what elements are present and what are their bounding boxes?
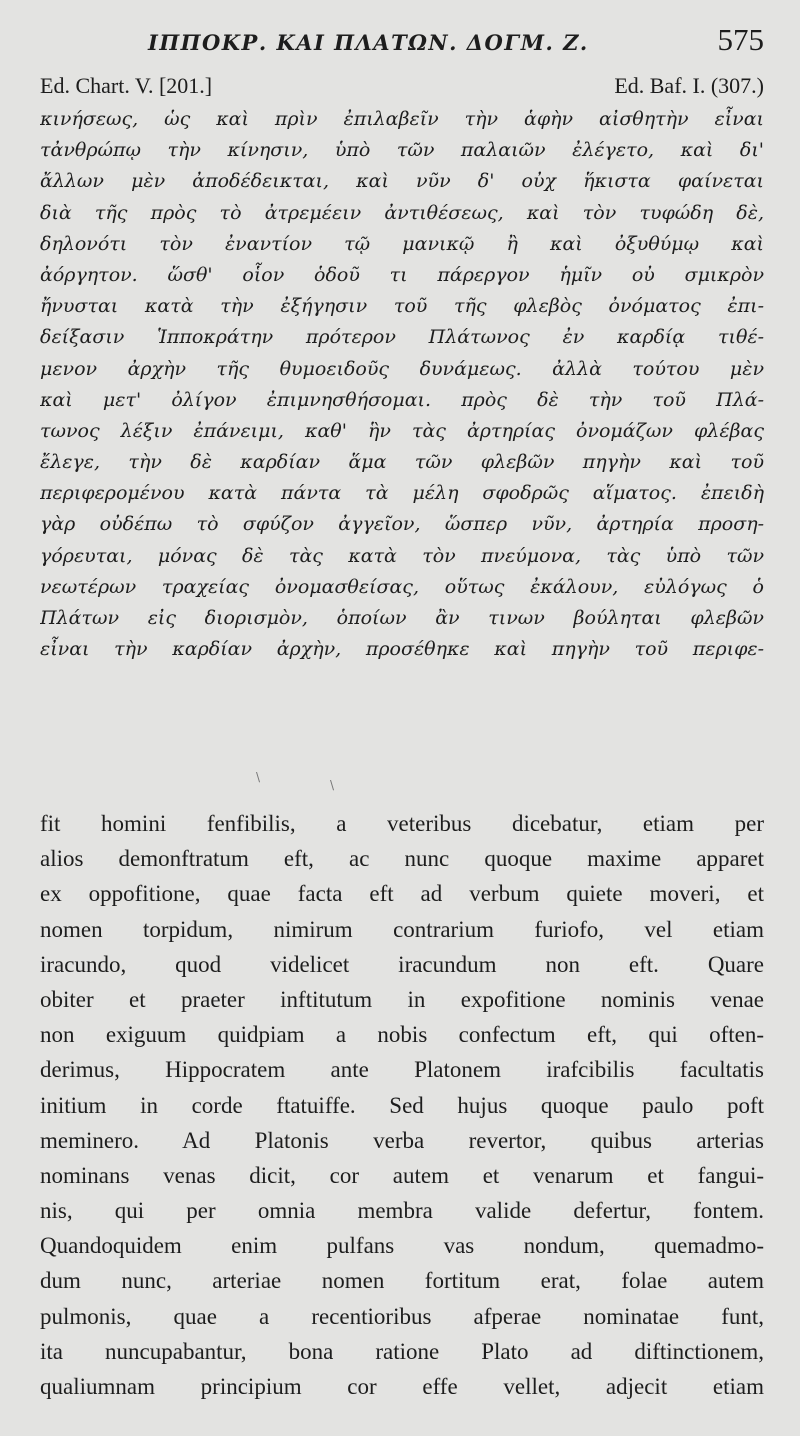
greek-text-block <box>40 104 764 665</box>
latin-text-line: Quandoquidem enim pulfans vas nondum, quemadmo- <box>40 1233 764 1259</box>
latin-text-line: iracundo, quod videlicet iracundum non eft. Quare <box>40 951 764 977</box>
greek-text-line: Πλάτων εἰς διορισμὸν, ὁποίων ἂν τινων βούληται φλεβῶν <box>40 607 764 629</box>
latin-text-line: meminero. Ad Platonis verba revertor, quibus arterias <box>40 1127 764 1153</box>
latin-text-line: derimus, Hippocratem ante Platonem irafcibilis facultatis <box>40 1057 764 1083</box>
edition-basel: Ed. Baf. I. (307.) <box>614 73 764 98</box>
latin-text-block <box>40 806 764 1404</box>
latin-text-line: initium in corde ftatuiffe. Sed hujus quoque paulo poft <box>40 1092 764 1118</box>
edition-references <box>40 73 764 101</box>
latin-text-line: nomen torpidum, nimirum contrarium furiofo, vel etiam <box>40 916 764 942</box>
greek-text-line: κινήσεως, ὡς καὶ πρὶν ἐπιλαβεῖν τὴν ἁφὴν αἰσθητὴν εἶναι <box>40 108 764 130</box>
latin-text-line: ex oppofitione, quae facta eft ad verbum quiete moveri, et <box>40 881 764 907</box>
latin-text-line: qualiumnam principium cor effe vellet, adjecit etiam <box>40 1374 764 1399</box>
greek-text-line: εἶναι τὴν καρδίαν ἀρχὴν, προσέθηκε καὶ πηγὴν τοῦ περιφε- <box>40 638 764 661</box>
greek-text-line: διὰ τῆς πρὸς τὸ ἀτρεμέειν ἀντιθέσεως, καὶ τὸν τυφώδη δὲ, <box>40 201 764 224</box>
latin-text-line: alios demonftratum eft, ac nunc quoque maxime apparet <box>40 846 764 872</box>
latin-text-line: nis, qui per omnia membra valide defertur, fontem. <box>40 1198 764 1224</box>
greek-text-line: ἄλλων μὲν ἀποδέδεικται, καὶ νῦν δ' οὐχ ἥκιστα φαίνεται <box>40 170 764 193</box>
latin-text-line: fit homini fenfibilis, a veteribus dicebatur, etiam per <box>40 811 764 836</box>
greek-text-line: μενον ἀρχὴν τῆς θυμοειδοῦς δυνάμεως. ἀλλὰ τούτου μὲν <box>40 357 764 380</box>
greek-text-line: δηλονότι τὸν ἐναντίον τῷ μανικῷ ἢ καὶ ὀξυθύμῳ καὶ <box>40 232 764 255</box>
page-number: 575 <box>717 22 764 57</box>
latin-text-line: dum nunc, arteriae nomen fortitum erat, folae autem <box>40 1268 764 1294</box>
greek-text-line: περιφερομένου κατὰ πάντα τὰ μέλη σφοδρῶς αἵματος. ἐπειδὴ <box>40 482 764 505</box>
greek-text-line: δείξασιν Ἱπποκράτην πρότερον Πλάτωνος ἐν καρδίᾳ τιθέ- <box>40 326 764 349</box>
print-speck: \ <box>330 778 335 792</box>
greek-text-line: ἤνυσται κατὰ τὴν ἐξήγησιν τοῦ τῆς φλεβὸς ὀνόματος ἐπι- <box>40 295 764 318</box>
greek-text-line: γὰρ οὐδέπω τὸ σφύζον ἀγγεῖον, ὥσπερ νῦν, ἀρτηρία προση- <box>40 513 764 536</box>
greek-text-line: γόρευται, μόνας δὲ τὰς κατὰ τὸν πνεύμονα, τὰς ὑπὸ τῶν <box>40 544 764 567</box>
print-speck: \ <box>256 770 261 784</box>
latin-text-line: non exiguum quidpiam a nobis confectum eft, qui often- <box>40 1022 764 1048</box>
greek-text-line: νεωτέρων τραχείας ὀνομασθείσας, οὕτως ἐκάλουν, εὐλόγως ὁ <box>40 575 764 598</box>
greek-text-line: τἀνθρώπῳ τὴν κίνησιν, ὑπὸ τῶν παλαιῶν ἐλέγετο, καὶ δι' <box>40 139 764 162</box>
greek-text-line: καὶ μετ' ὀλίγον ἐπιμνησθήσομαι. πρὸς δὲ τὴν τοῦ Πλά- <box>40 388 764 411</box>
page-header <box>40 22 764 62</box>
greek-text-line: ἔλεγε, τὴν δὲ καρδίαν ἅμα τῶν φλεβῶν πηγὴν καὶ τοῦ <box>40 451 764 474</box>
latin-text-line: nominans venas dicit, cor autem et venarum et fangui- <box>40 1162 764 1188</box>
running-title: ΙΠΠΟΚΡ. ΚΑΙ ΠΛΑΤΩΝ. ΔΟΓΜ. Ζ. <box>148 30 589 55</box>
latin-text-line: obiter et praeter inftitutum in expofitione nominis venae <box>40 986 764 1012</box>
greek-text-line: ἀόργητον. ὥσθ' οἷον ὁδοῦ τι πάρεργον ἡμῖν οὐ σμικρὸν <box>40 263 764 286</box>
greek-text-line: τωνος λέξιν ἐπάνειμι, καθ' ἣν τὰς ἀρτηρίας ὀνομάζων φλέβας <box>40 419 764 442</box>
edition-chartier: Ed. Chart. V. [201.] <box>40 73 213 98</box>
latin-text-line: pulmonis, quae a recentioribus afperae nominatae funt, <box>40 1303 764 1329</box>
latin-text-line: ita nuncupabantur, bona ratione Plato ad diftinctionem, <box>40 1338 764 1364</box>
